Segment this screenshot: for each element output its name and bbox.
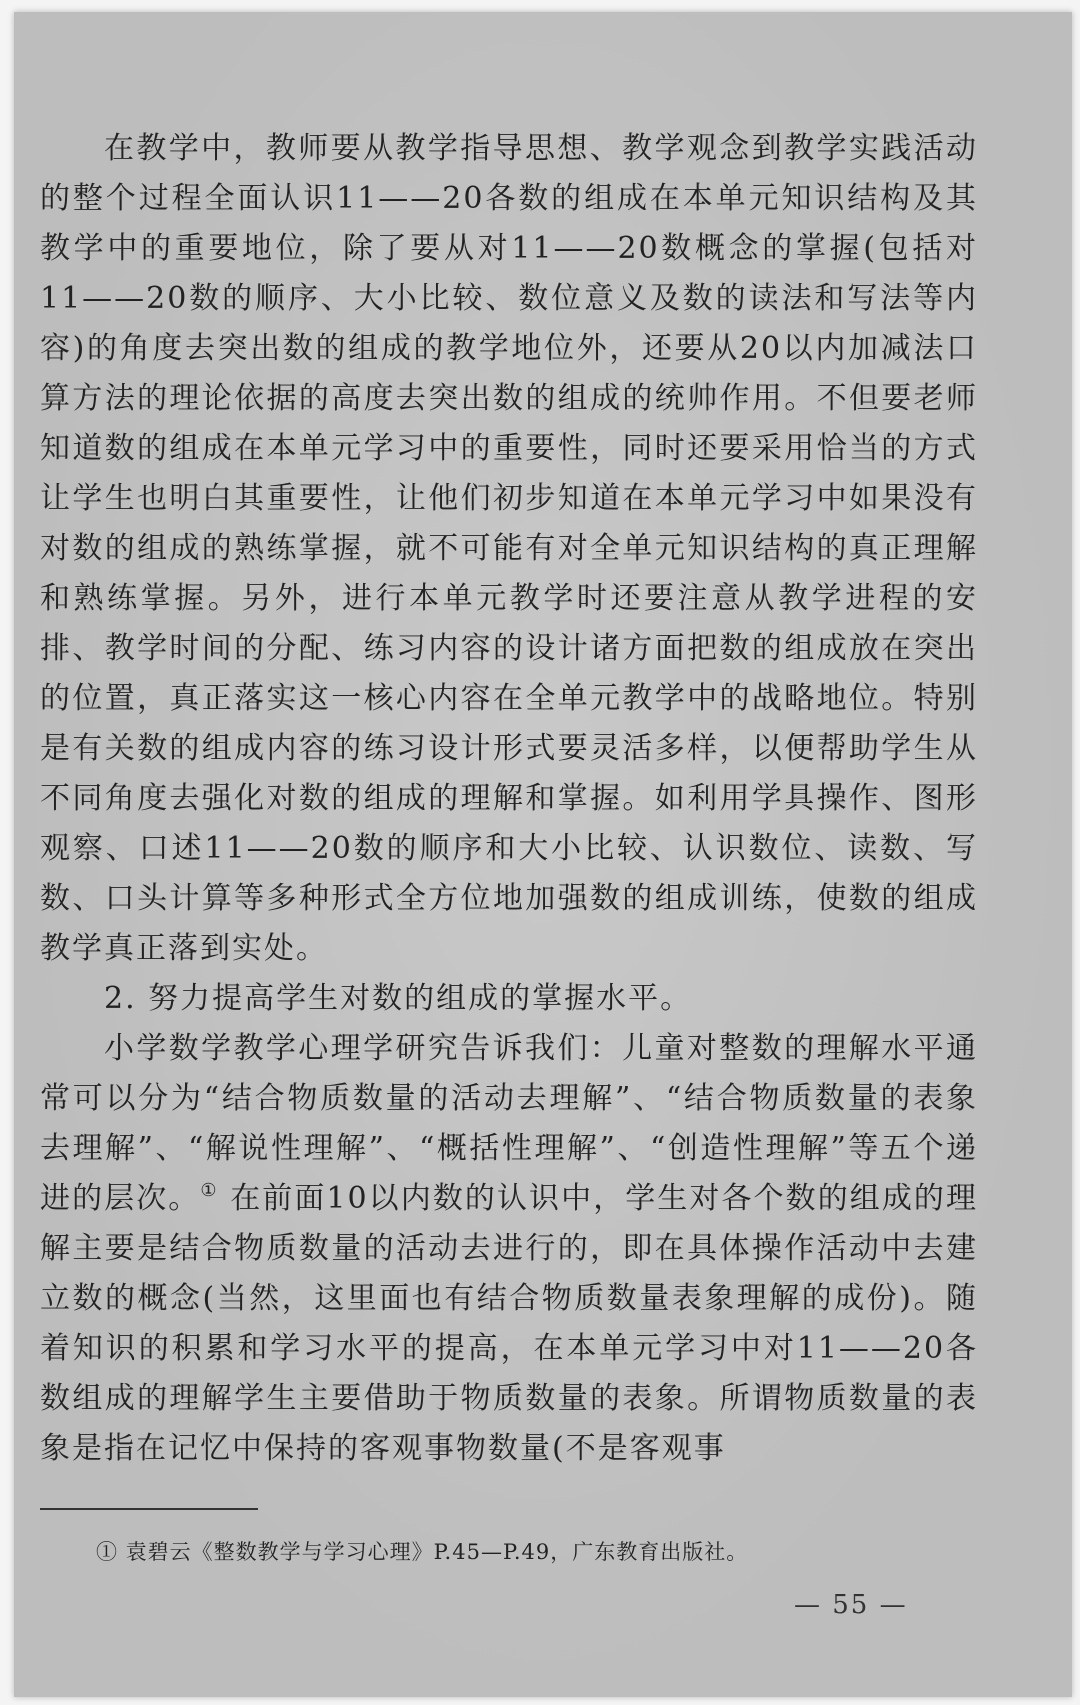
section-heading-2: 2. 努力提高学生对数的组成的掌握水平。 — [104, 981, 693, 1016]
footnote: ① 袁碧云《整数教学与学习心理》P.45—P.49，广东教育出版社。 — [96, 1540, 749, 1564]
paragraph-1: 在教学中，教师要从教学指导思想、教学观念到教学实践活动的整个过程全面认识11——20各数的组成在本单元知识结构及其教学中的重要地位，除了要从对11——20数概念的掌握(包括对11——20数的顺序、大小比较、数位意义及数的读法和写法等内容)的角度去突出数的组成的教学地位外，还要从20以内加减法口算方法的理论依据的高度去突出数的组成的统帅作用。不但要老师知道数的组成在本单元学习中的重要性，同时还要采用恰当的方式让学生也明白其重要性，让他们初步知道在本单元学习中如果没有对数的组成的熟练掌握，就不可能有对全单元知识结构的真正理解和熟练掌握。另外，进行本单元教学时还要注意从教学进程的安排、教学时间的分配、练习内容的设计诸方面把数的组成放在突出的位置，真正落实这一核心内容在全单元教学中的战略地位。特别是有关数的组成内容的练习设计形式要灵活多样，以便帮助学生从不同角度去强化对数的组成的理解和掌握。如利用学具操作、图形观察、口述11——20数的顺序和大小比较、认识数位、读数、写数、口头计算等多种形式全方位地加强数的组成训练，使数的组成教学真正落到实处。 — [40, 131, 978, 966]
footnote-reference[interactable]: ① — [200, 1180, 219, 1201]
paragraph-3-part-1: 小学数学教学心理学研究告诉我们：儿童对整数的理解水平通常可以分为“结合物质数量的活动去理解”、“结合物质数量的表象去理解”、“解说性理解”、“概括性理解”、“创造性理解”等五个递进的层次。 — [40, 1031, 978, 1216]
paragraph-3 — [40, 1024, 978, 1474]
paragraph-3-part-2: 在前面10以内数的认识中，学生对各个数的组成的理解主要是结合物质数量的活动去进行的，即在具体操作活动中去建立数的概念(当然，这里面也有结合物质数量表象理解的成份)。随着知识的积累和学习水平的提高，在本单元学习中对11——20各数组成的理解学生主要借助于物质数量的表象。所谓物质数量的表象是指在记忆中保持的客观事物数量(不是客观事 — [40, 1181, 979, 1466]
book-page — [14, 12, 1072, 1697]
page-number: — 55 — — [794, 1590, 908, 1620]
footnote-divider — [40, 1508, 258, 1510]
body-text — [40, 124, 978, 1474]
